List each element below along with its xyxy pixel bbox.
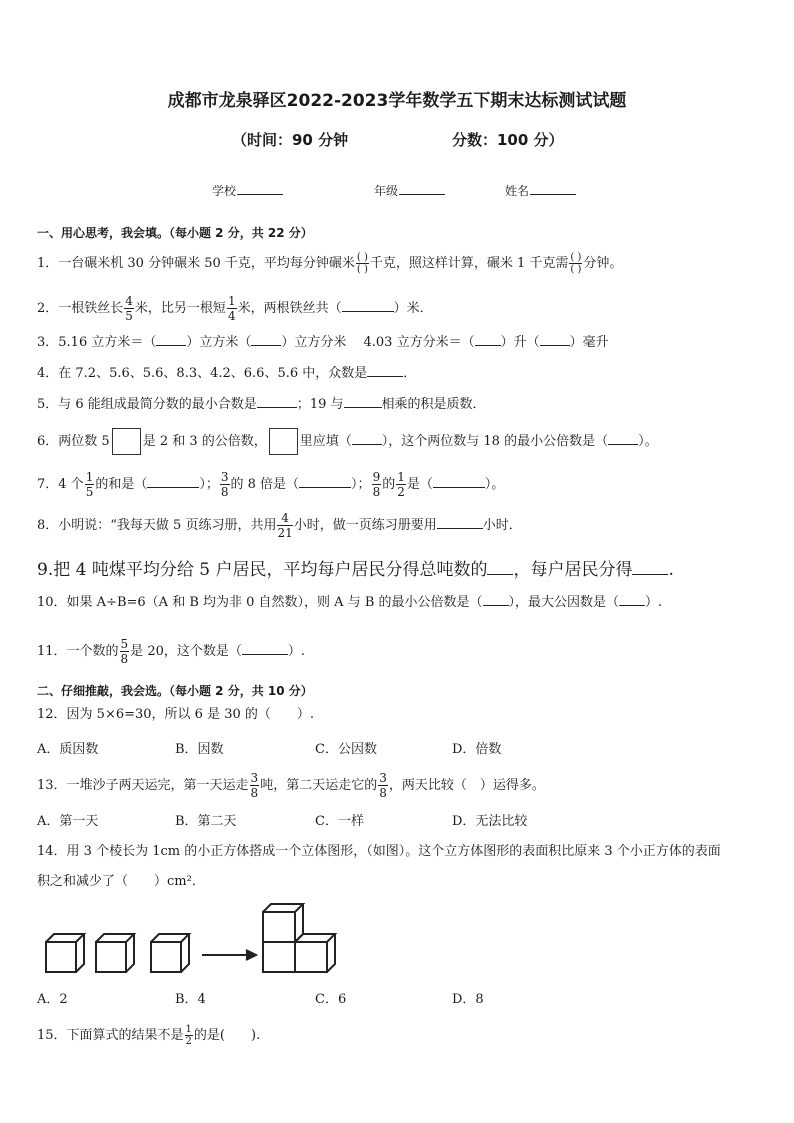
answer-blank[interactable] <box>487 561 513 575</box>
fraction: $\frac{( )}{( )}$ <box>570 252 582 275</box>
answer-blank[interactable] <box>632 561 668 575</box>
fraction: $\frac{( )}{( )}$ <box>356 252 368 275</box>
q12-option-b[interactable]: B．因数 <box>175 742 224 757</box>
grade-field[interactable]: 年级 <box>374 182 445 199</box>
fraction: $\frac{4}{5}$ <box>125 294 133 323</box>
question-10: 10．如果 A÷B=6（A 和 B 均为非 0 自然数），则 A 与 B 的最小公倍数是（ ），最大公因数是（ ）. <box>37 592 662 612</box>
question-11: 11．一个数的 $\frac{5}{8}$ 是 20，这个数是（ ）. <box>37 637 306 666</box>
fraction: $\frac{1}{5}$ <box>85 470 94 499</box>
q14-option-d[interactable]: D．8 <box>452 992 484 1007</box>
answer-blank[interactable] <box>342 298 394 312</box>
answer-blank[interactable] <box>483 592 509 606</box>
question-1: 1．一台碾米机 30 分钟碾米 50 千克，平均每分钟碾米 $\frac{( )}{( )}$ 千克，照这样计算，碾米 1 千克需 $\frac{( )}{( )}$ 分钟。 <box>37 252 623 275</box>
q14-option-c[interactable]: C．6 <box>315 992 347 1007</box>
question-9: 9.把 4 吨煤平均分给 5 户居民，平均每户居民分得总吨数的 ，每户居民分得 . <box>37 560 674 580</box>
question-3: 3．5.16 立方米＝（ ）立方米（ ）立方分米 4.03 立方分米＝（ ）升（ ）毫升 <box>37 332 609 352</box>
fraction: $\frac{1}{2}$ <box>397 470 405 499</box>
answer-blank[interactable] <box>433 474 485 488</box>
fraction: $\frac{5}{8}$ <box>120 637 129 666</box>
section-1-heading: 一、用心思考，我会填。（每小题 2 分，共 22 分） <box>37 226 313 240</box>
digit-box[interactable] <box>269 428 298 455</box>
arrow-icon <box>202 950 256 960</box>
answer-blank[interactable] <box>156 332 186 346</box>
answer-blank[interactable] <box>251 332 281 346</box>
answer-blank[interactable] <box>540 332 570 346</box>
fraction: $\frac{1}{4}$ <box>227 294 236 323</box>
section-2-heading: 二、仔细推敲，我会选。（每小题 2 分，共 10 分） <box>37 684 313 698</box>
answer-blank[interactable] <box>437 515 483 529</box>
question-14-line2: 积之和减少了（ ）cm²． <box>37 874 205 889</box>
answer-blank[interactable] <box>367 363 403 377</box>
cube-2 <box>96 934 134 972</box>
question-14-line1: 14．用 3 个棱长为 1cm 的小正方体搭成一个立体图形，（如图）。这个立方体图形的表面积比原来 3 个小正方体的表面 <box>37 844 721 859</box>
school-field[interactable]: 学校 <box>212 182 283 199</box>
question-4: 4．在 7.2、5.6、5.6、8.3、4.2、6.6、5.6 中，众数是 ． <box>37 363 416 383</box>
fraction: $\frac{1}{2}$ <box>185 1024 192 1047</box>
question-2: 2．一根铁丝长 $\frac{4}{5}$ 米，比另一根短 $\frac{1}{4}$ 米，两根铁丝共（ ）米． <box>37 294 433 323</box>
page-title: 成都市龙泉驿区2022-2023学年数学五下期末达标测试试题 <box>167 91 627 111</box>
fraction: $\frac{3}{8}$ <box>220 470 229 499</box>
answer-blank[interactable] <box>475 332 501 346</box>
answer-blank[interactable] <box>344 394 382 408</box>
question-5: 5．与 6 能组成最简分数的最小合数是 ；19 与 相乘的积是质数． <box>37 394 486 414</box>
answer-blank[interactable] <box>619 592 645 606</box>
exam-time: （时间：90 分钟 <box>232 131 349 149</box>
question-8: 8．小明说：“我每天做 5 页练习册，共用 $\frac{4}{21}$ 小时，做一页练习册要用 小时． <box>37 511 522 540</box>
answer-blank[interactable] <box>352 431 382 445</box>
cube-1 <box>46 934 84 972</box>
q13-option-c[interactable]: C．一样 <box>315 814 364 829</box>
fraction: $\frac{3}{8}$ <box>379 771 387 800</box>
q13-option-d[interactable]: D．无法比较 <box>452 814 528 829</box>
q12-option-c[interactable]: C．公因数 <box>315 742 377 757</box>
exam-score: 分数：100 分） <box>452 131 564 149</box>
q13-option-a[interactable]: A．第一天 <box>37 814 99 829</box>
fraction: $\frac{9}{8}$ <box>372 470 381 499</box>
q14-option-a[interactable]: A．2 <box>37 992 68 1007</box>
name-field[interactable]: 姓名 <box>505 182 576 199</box>
answer-blank[interactable] <box>257 394 297 408</box>
q12-option-d[interactable]: D．倍数 <box>452 742 502 757</box>
answer-blank[interactable] <box>242 641 288 655</box>
q14-option-b[interactable]: B．4 <box>175 992 206 1007</box>
digit-box[interactable] <box>112 428 141 455</box>
answer-blank[interactable] <box>299 474 351 488</box>
answer-blank[interactable] <box>608 431 638 445</box>
question-13: 13．一堆沙子两天运完，第一天运走 $\frac{3}{8}$ 吨，第二天运走它的 $\frac{3}{8}$ ，两天比较（ ）运得多。 <box>37 771 545 800</box>
question-15: 15．下面算式的结果不是 $\frac{1}{2}$ 的是( ). <box>37 1024 261 1047</box>
fraction: $\frac{3}{8}$ <box>250 771 259 800</box>
question-7: 7．4 个 $\frac{1}{5}$ 的和是（ ）； $\frac{3}{8}$ 的 8 倍是（ ）； $\frac{9}{8}$ 的 $\frac{1}{2}$ 是（ ）。 <box>37 470 505 499</box>
q12-option-a[interactable]: A．质因数 <box>37 742 99 757</box>
cube-3 <box>151 934 189 972</box>
combined-solid <box>263 904 335 972</box>
question-12: 12．因为 5×6=30，所以 6 是 30 的（ ）. <box>37 707 315 722</box>
cubes-figure <box>40 900 350 980</box>
fraction: $\frac{4}{21}$ <box>277 511 293 540</box>
q13-option-b[interactable]: B．第二天 <box>175 814 237 829</box>
question-6: 6．两位数 5 是 2 和 3 的公倍数， 里应填（ ），这个两位数与 18 的最小公倍数是（ ）。 <box>37 428 658 455</box>
answer-blank[interactable] <box>147 474 199 488</box>
